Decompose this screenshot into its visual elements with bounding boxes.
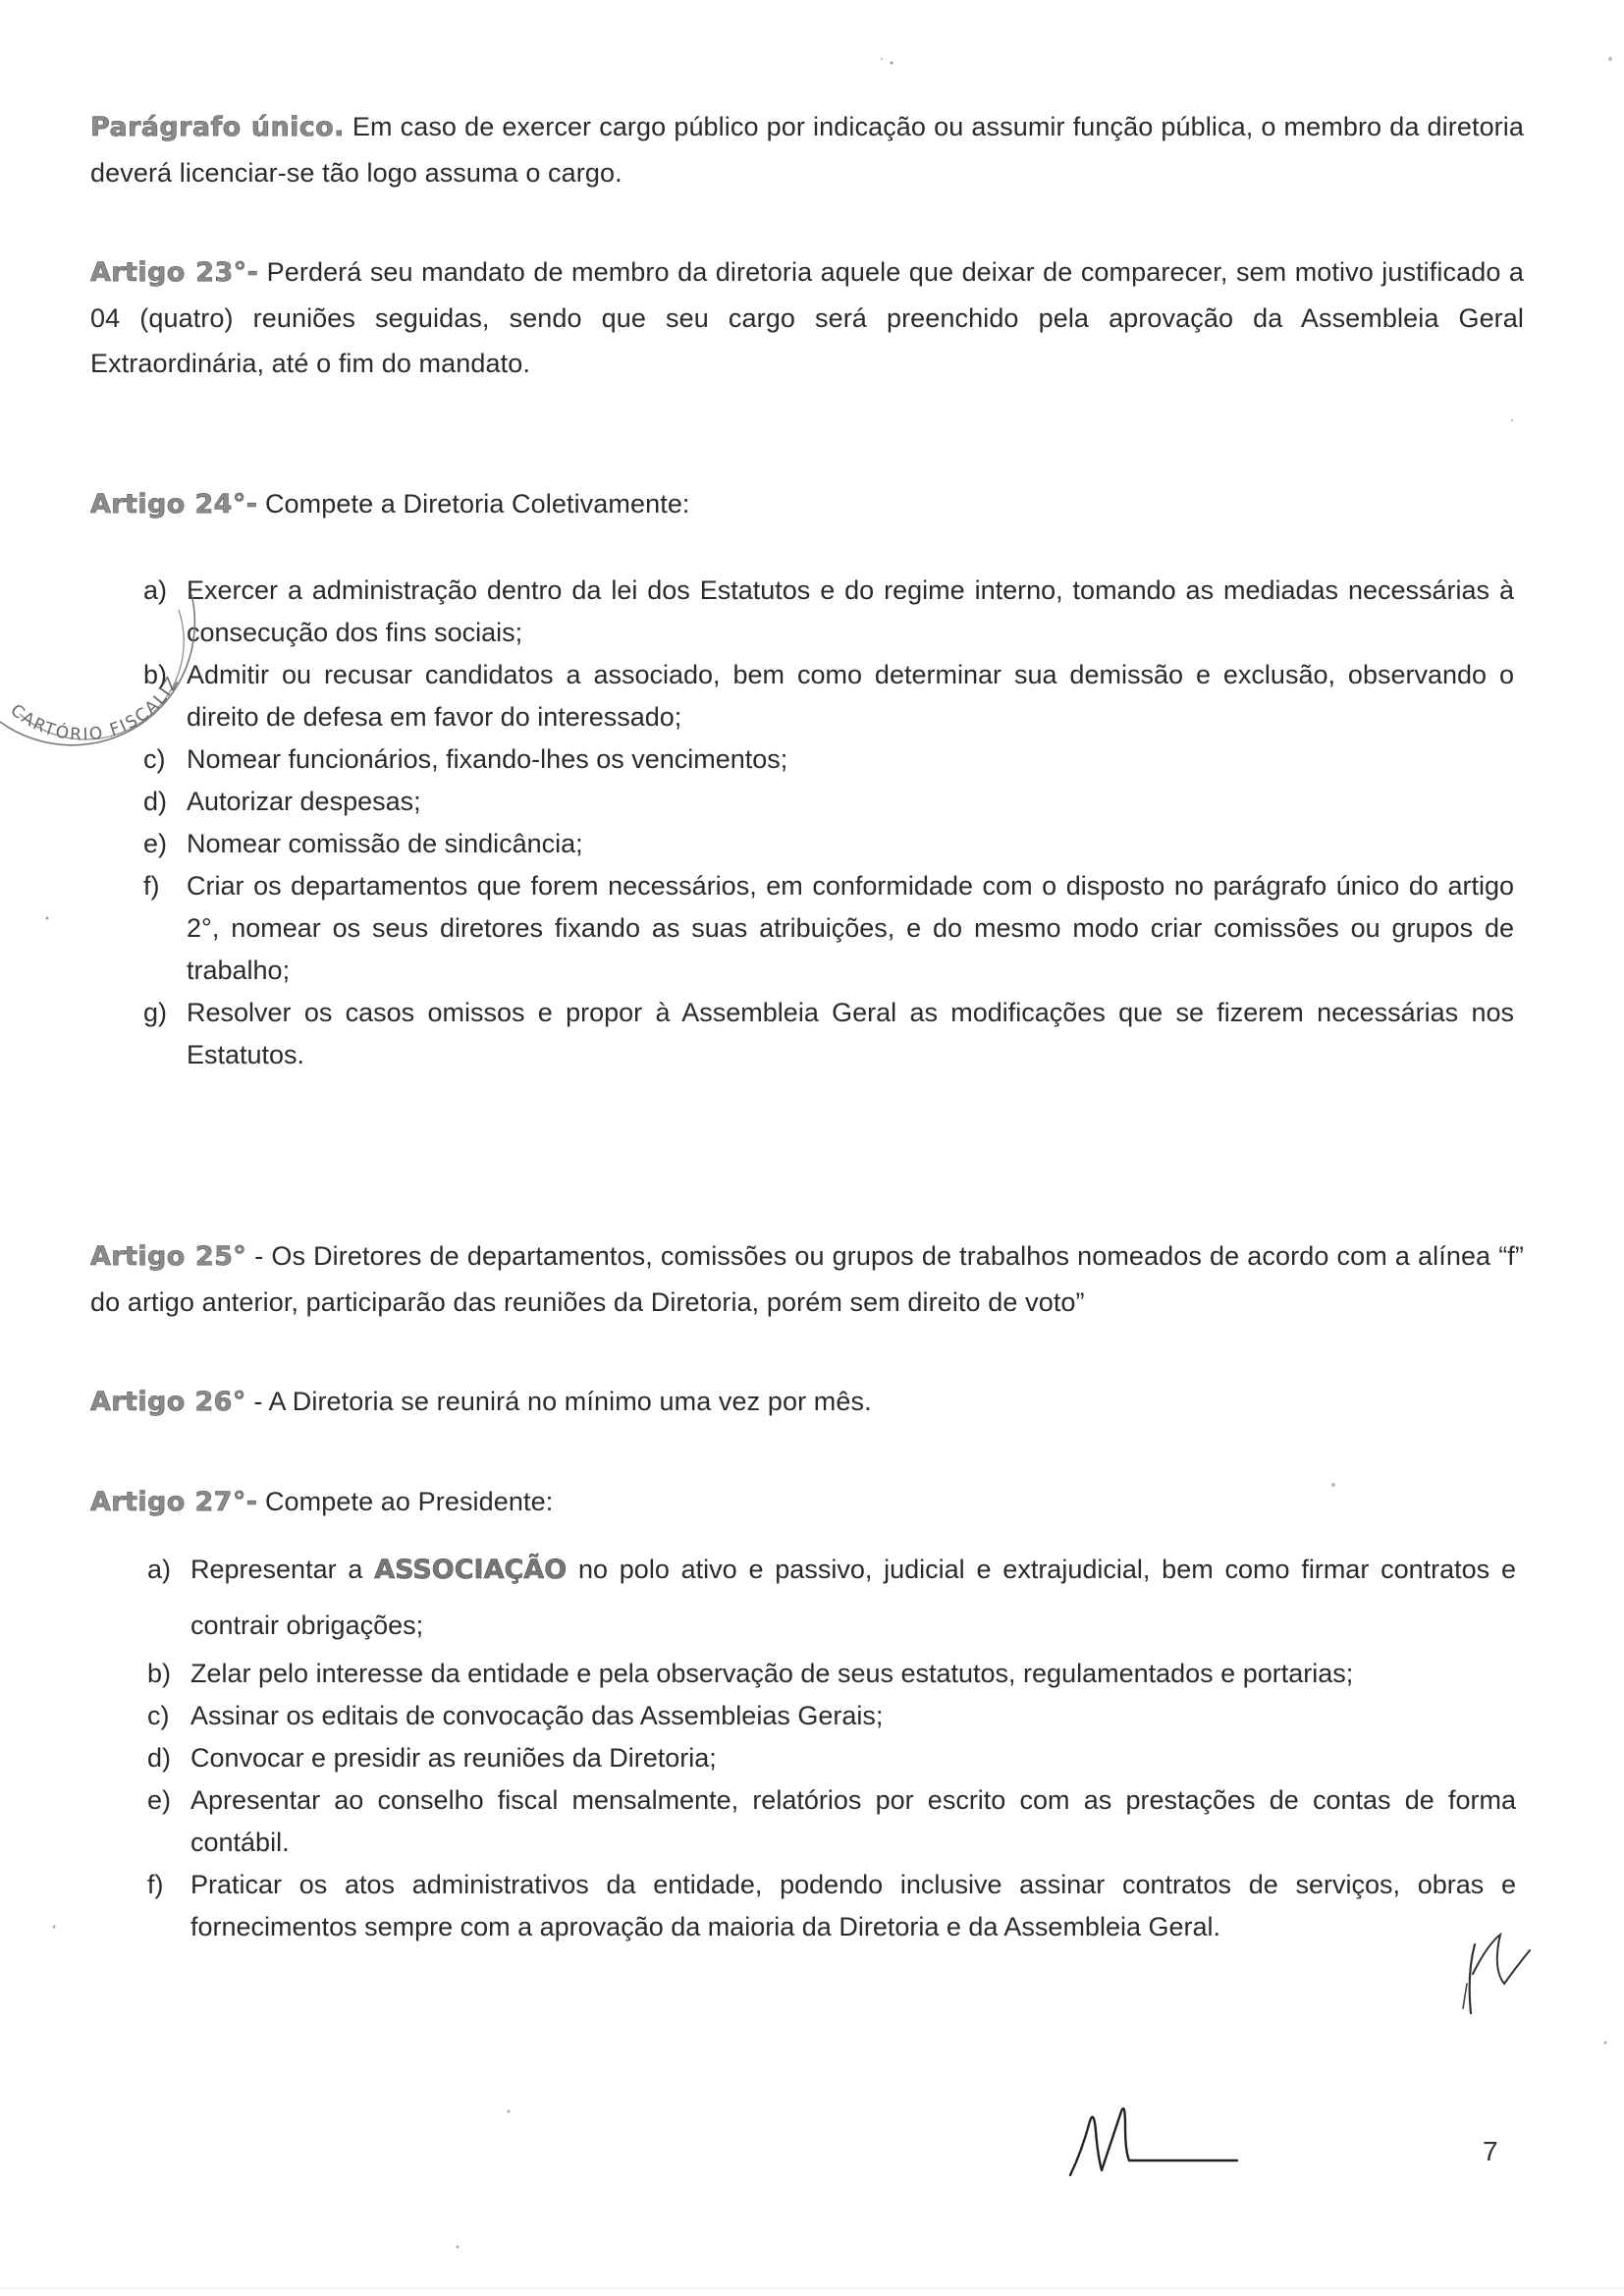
paragrafo-unico-heading: Parágrafo único. [90,112,345,142]
artigo-27-text: Compete ao Presidente: [257,1487,554,1516]
list-item [147,1542,1516,1653]
list-marker: e) [143,829,168,858]
artigo-26-heading: Artigo 26° [90,1387,246,1417]
list-item [143,865,1514,992]
paragrafo-unico-text: Em caso de exercer cargo público por indicação ou assumir função pública, o membro da diretoria deverá licenciar-se tão logo assuma o cargo. [90,112,1524,188]
artigo-25-text: - Os Diretores de departamentos, comissões ou grupos de trabalhos nomeados de acordo com a alínea “f” do artigo anterior, participarão das reuniões da Diretoria, porém sem direito de voto” [90,1241,1524,1317]
list-item [143,654,1514,738]
list-item [147,1653,1516,1695]
list-item [143,781,1514,823]
list-item [143,570,1514,654]
list-item [147,1864,1516,1948]
list-item-text: Criar os departamentos que forem necessários, em conformidade com o disposto no parágrafo único do artigo 2°, nomear os seus diretores fixando as suas atribuições, e do mesmo modo criar comissões ou grupos de trabalho; [187,871,1514,985]
list-marker: c) [143,744,166,774]
list-marker: b) [143,660,168,689]
stamp-text: CARTÓRIO FISCALIZ [6,672,184,745]
list-item-text: Exercer a administração dentro da lei dos Estatutos e do regime interno, tomando as mediadas necessárias à consecução dos fins sociais; [187,575,1514,647]
artigo-27 [90,1479,1524,1525]
artigo-23-heading: Artigo 23°- [90,257,259,288]
list-marker: b) [147,1659,172,1688]
list-marker: g) [143,998,168,1027]
list-marker: f) [143,871,160,901]
list-marker: d) [143,787,168,816]
list-marker: a) [143,575,168,605]
page-number: 7 [1483,2136,1498,2166]
list-item [147,1695,1516,1737]
list-item-text: Autorizar despesas; [187,787,421,816]
list-marker: e) [147,1785,172,1815]
artigo-25 [90,1233,1524,1325]
artigo-24-heading: Artigo 24°- [90,489,258,519]
artigo-25-heading: Artigo 25° [90,1241,247,1272]
list-item-text: Convocar e presidir as reuniões da Diretoria; [190,1743,717,1773]
list-marker: c) [147,1701,170,1730]
associacao-bold: ASSOCIAÇÃO [374,1555,568,1585]
list-item-text: Praticar os atos administrativos da entidade, podendo inclusive assinar contratos de serviços, obras e fornecimentos sempre com a aprovação da maioria da Diretoria e da Assembleia Geral. [190,1870,1516,1941]
list-item-text: Zelar pelo interesse da entidade e pela observação de seus estatutos, regulamentados e portarias; [190,1659,1354,1688]
list-item-text: Assinar os editais de convocação das Assembleias Gerais; [190,1701,884,1730]
list-marker: a) [147,1555,172,1584]
artigo-27-list [147,1542,1516,1948]
artigo-24-list [143,570,1514,1076]
list-item-text: no polo ativo e passivo, judicial e extrajudicial, bem como firmar contratos e contrair obrigações; [190,1555,1516,1640]
svg-text:CARTÓRIO FISCALIZ [7,673,184,745]
list-marker: f) [147,1870,164,1899]
artigo-27-heading: Artigo 27°- [90,1487,258,1517]
list-item-text: Nomear funcionários, fixando-lhes os vencimentos; [187,744,788,774]
signature [1060,2082,1247,2190]
paragrafo-unico [90,104,1524,195]
artigo-26 [90,1379,1524,1425]
list-item [143,738,1514,781]
list-item [143,992,1514,1076]
artigo-24-text: Compete a Diretoria Coletivamente: [257,489,690,519]
list-marker: d) [147,1743,172,1773]
rubric-signature [1453,1915,1542,2023]
list-item-text: Apresentar ao conselho fiscal mensalmente, relatórios por escrito com as prestações de contas de forma contábil. [190,1785,1516,1857]
list-item-text: Resolver os casos omissos e propor à Assembleia Geral as modificações que se fizerem necessárias nos Estatutos. [187,998,1514,1069]
artigo-26-text: - A Diretoria se reunirá no mínimo uma vez por mês. [245,1387,872,1416]
artigo-23-text: Perderá seu mandato de membro da diretoria aquele que deixar de comparecer, sem motivo justificado a 04 (quatro) reuniões seguidas, sendo que seu cargo será preenchido pela aprovação da Assembleia Geral Extraordinária, até o fim do mandato. [90,257,1524,378]
list-item-text: Representar a [190,1555,375,1584]
list-item [147,1779,1516,1864]
list-item-text: Admitir ou recusar candidatos a associado, bem como determinar sua demissão e exclusão, observando o direito de defesa em favor do interessado; [187,660,1514,732]
list-item-text: Nomear comissão de sindicância; [187,829,583,858]
artigo-23 [90,249,1524,386]
list-item [143,823,1514,865]
notary-stamp [0,565,196,771]
artigo-24 [90,481,1524,527]
list-item [147,1737,1516,1779]
